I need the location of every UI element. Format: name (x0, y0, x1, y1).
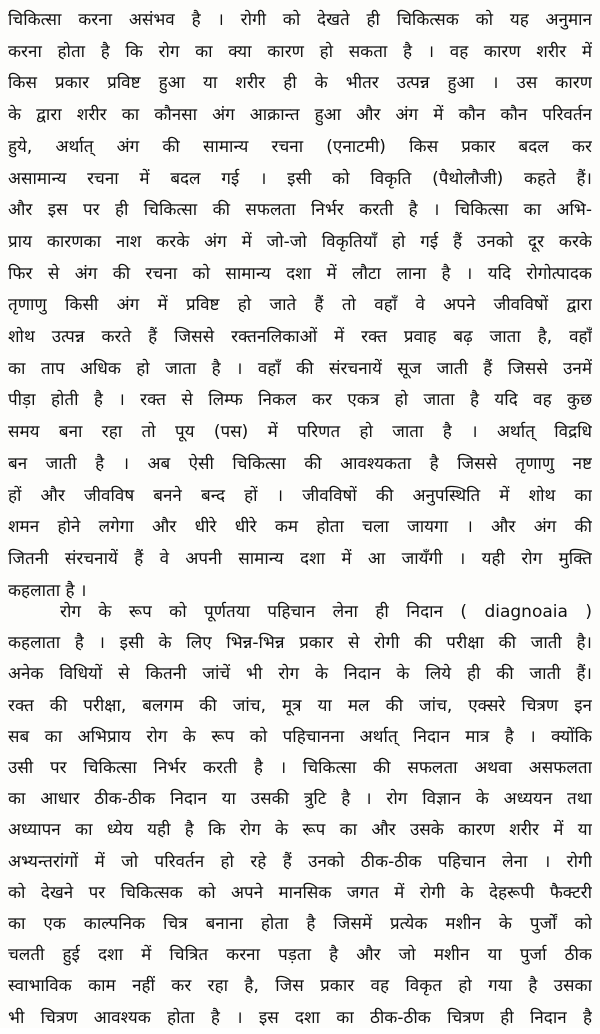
text-line: के द्वारा शरीर का कौनसा अंग आक्रान्त हुआ और अंग में कौन कौन परिवर्तन (8, 105, 592, 126)
text-line: समय बना रहा तो पूय (पस) में परिणत हो जाता है । अर्थात् विद्रधि (8, 422, 592, 443)
text-line: का ताप अधिक हो जाता है । वहाँ की संरचनायें सूज जाती हैं जिससे उनमें (8, 358, 592, 379)
text-line: पीड़ा होती है । रक्त से लिम्फ निकल कर एकत्र हो जाता है यदि वह कुछ (8, 390, 592, 411)
text-line: को देखने पर चिकित्सक को अपने मानसिक जगत में रोगी के देहरूपी फैक्टरी (8, 882, 592, 903)
text-line: अभ्यन्तरांगों में जो परिवर्तन हो रहे हैं उनको ठीक-ठीक पहिचान लेना । रोगी (8, 851, 592, 872)
text-line: शमन होने लगेगा और धीरे धीरे कम होता चला जायगा । और अंग की (8, 517, 592, 538)
text-line: शोथ उत्पन्न करते हैं जिससे रक्तनलिकाओं में रक्त प्रवाह बढ़ जाता है, वहाँ (8, 327, 592, 347)
text-line: अनेक विधियों से कितनी जांचें भी रोग के निदान के लिये ही की जाती हैं। (8, 664, 592, 685)
text-line: हों और जीवविष बनने बन्द हों । जीवविषों की अनुपस्थिति में शोथ का (8, 485, 592, 506)
text-line: रक्त की परीक्षा, बलगम की जांच, मूत्र या मल की जांच, एक्सरे चित्रण इन (8, 695, 592, 716)
text-line: किस प्रकार प्रविष्ट हुआ या शरीर ही के भीतर उत्पन्न हुआ । उस कारण (8, 73, 592, 94)
text-line: करना होता है कि रोग का क्या कारण हो सकता है । वह कारण शरीर में (8, 41, 592, 62)
text-line: स्वाभाविक काम नहीं कर रहा है, जिस प्रकार वह विकृत हो गया है उसका (8, 976, 592, 997)
text-line: जितनी संरचनायें हैं वे अपनी सामान्य दशा में आ जायँगी । यही रोग मुक्ति (8, 548, 592, 569)
text-line: कहलाता है । (8, 580, 87, 601)
text-line: का एक काल्पनिक चित्र बनाना होता है जिसमें प्रत्येक मशीन के पुर्जों को (8, 914, 592, 934)
text-line: का आधार ठीक-ठीक निदान या उसकी त्रुटि है । रोग विज्ञान के अध्ययन तथा (8, 789, 592, 810)
text-line: बन जाती है । अब ऐसी चिकित्सा की आवश्यकता है जिससे तृणाणु नष्ट (8, 453, 592, 474)
text-line: उसी पर चिकित्सा निर्भर करती है । चिकित्सा की सफलता अथवा असफलता (8, 758, 592, 778)
text-line: और इस पर ही चिकित्सा की सफलता निर्भर करती है । चिकित्सा का अभि- (8, 200, 592, 221)
text-line: प्राय कारणका नाश करके अंग में जो-जो विकृतियाँ हो गई हैं उनको दूर करके (8, 231, 592, 252)
text-line: चिकित्सा करना असंभव है । रोगी को देखते ही चिकित्सक को यह अनुमान (8, 10, 592, 30)
text-line: तृणाणु किसी अंग में प्रविष्ट हो जाते हैं तो वहाँ वे अपने जीवविषों द्वारा (8, 295, 592, 316)
text-line: सब का अभिप्राय रोग के रूप को पहिचानना अर्थात् निदान मात्र है । क्योंकि (8, 726, 592, 747)
text-line: कहलाता है । इसी के लिए भिन्न-भिन्न प्रकार से रोगी की परीक्षा की जाती है। (8, 633, 592, 654)
text-line: चलती हुई दशा में चित्रित करना पड़ता है और जो मशीन या पुर्जा ठीक (8, 945, 592, 966)
text-line: फिर से अंग की रचना को सामान्य दशा में लौटा लाना है । यदि रोगोत्पादक (8, 263, 592, 284)
text-line: अध्यापन का ध्येय यही है कि रोग के रूप का और उसके कारण शरीर में या (8, 820, 592, 841)
text-line: रोग के रूप को पूर्णतया पहिचान लेना ही निदान ( diagnoaia ) (60, 602, 592, 622)
text-line: असामान्य रचना में बदल गई । इसी को विकृति (पैथोलौजी) कहते हैं। (8, 168, 592, 189)
text-line: हुये, अर्थात् अंग की सामान्य रचना (एनाटमी) किस प्रकार बदल कर (8, 136, 592, 157)
text-line: भी चित्रण आवश्यक होता है । इस दशा का ठीक-ठीक चित्रण ही निदान है (8, 1007, 592, 1028)
